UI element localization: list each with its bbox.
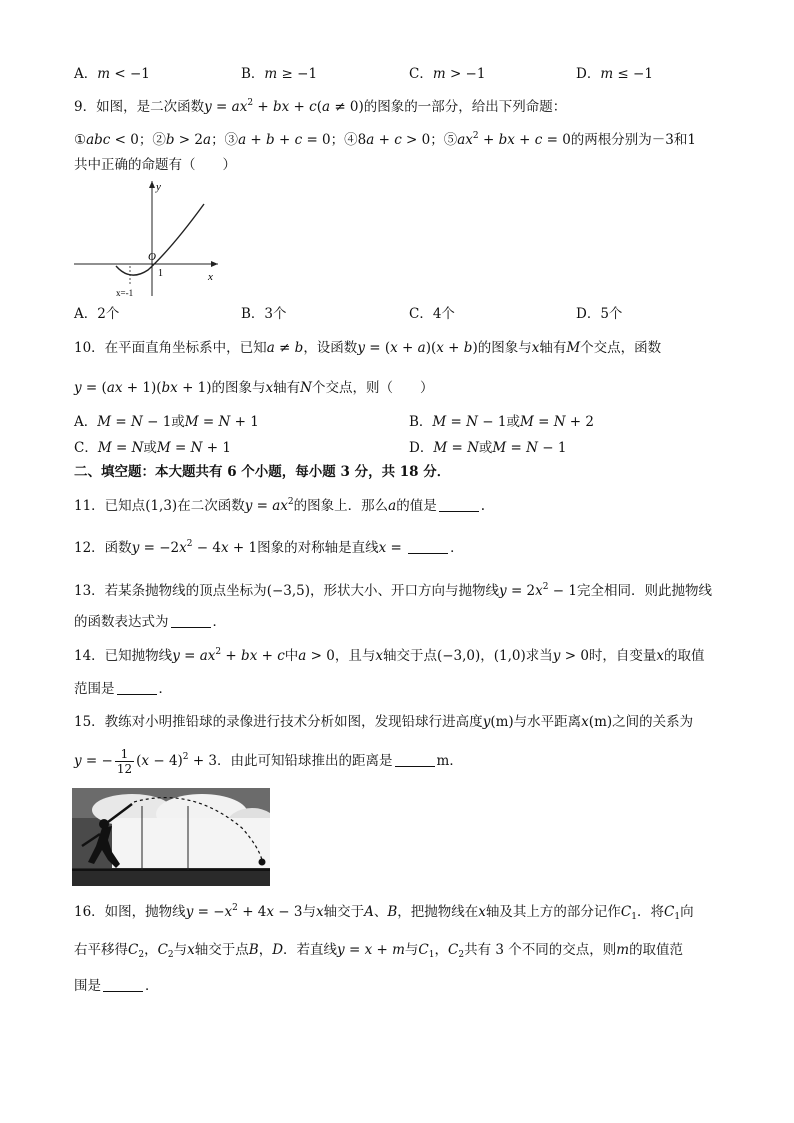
q12: 12．函数$y = -2x^2 - 4x + 1$图象的对称轴是直线x = ． xyxy=(74,539,464,556)
q9-propositions: ①abc < 0；②b > 2a；③a + b + c = 0；④8a + c > 0；$⑤ax^2$ + bx + c = 0的两根分别为－3和1 xyxy=(74,131,696,148)
q16-line3: 围是 ． xyxy=(74,978,159,994)
q10-option-a: A．M = N − 1或M = N + 1 xyxy=(74,414,259,430)
q8-option-d: D．m ≤ −1 xyxy=(576,66,653,82)
shot-put-illustration xyxy=(72,788,270,886)
q9-option-b: B．3个 xyxy=(241,306,287,322)
q9-question: 共中正确的命题有（ ） xyxy=(74,157,236,173)
q16-line2: 右平移得$C_2$，$C_2$与x轴交于点B，D．若直线y = x + m与$C_1$，$C_2$共有 3 个不同的交点，则m的取值范 xyxy=(74,942,684,960)
q15-line1: 15．教练对小明推铅球的录像进行技术分析如图，发现铅球行进高度y(m)与水平距离x(m)之间的关系为 xyxy=(74,714,694,730)
q14-line2: 范围是 ． xyxy=(74,681,172,697)
q9-option-a: A．2个 xyxy=(74,306,120,322)
y-axis-label: y xyxy=(156,181,161,193)
q10-stem-line1: 10．在平面直角坐标系中，已知a ≠ b，设函数y = (x + a)(x + b)的图象与x轴有M个交点，函数 xyxy=(74,340,662,356)
q9-parabola-graph xyxy=(72,178,222,300)
q9-stem: 9．如图，是二次函数$y = ax^2$ + bx + c(a ≠ 0)的图象的一部分，给出下列命题： xyxy=(74,98,567,115)
q13-line2: 的函数表达式为 ． xyxy=(74,614,226,630)
q9-option-c: C．4个 xyxy=(409,306,455,322)
section-2-heading: 二、填空题：本大题共有 6 个小题，每小题 3 分，共 18 分． xyxy=(74,464,451,480)
origin-label: O xyxy=(148,251,156,263)
q8-option-a: A．m < −1 xyxy=(74,66,150,82)
q12-answer-blank[interactable] xyxy=(408,539,448,554)
q10-option-d: D．M = N或M = N − 1 xyxy=(409,440,567,456)
q8-option-c: C．m > −1 xyxy=(409,66,486,82)
q10-stem-line2: y = (ax + 1)(bx + 1)的图象与x轴有N个交点，则（ ） xyxy=(74,380,434,396)
q13-line1: 13．若某条抛物线的顶点坐标为(−3,5)，形状大小、开口方向与抛物线$y = 2x^2 - 1$完全相同．则此抛物线 xyxy=(74,582,712,599)
q11-answer-blank[interactable] xyxy=(439,497,479,512)
q10-option-b: B．M = N − 1或M = N + 2 xyxy=(409,414,594,430)
q15-answer-blank[interactable] xyxy=(395,752,435,767)
q14-line1: 14．已知抛物线$y = ax^2$ + bx + c中a > 0，且与x轴交于点(−3,0)，(1,0)求当y > 0时，自变量x的取值 xyxy=(74,647,705,664)
x-axis-label: x xyxy=(208,271,213,283)
symmetry-label: x=-1 xyxy=(116,288,134,298)
q13-answer-blank[interactable] xyxy=(171,613,211,628)
q11: 11．已知点(1,3)在二次函数$y = ax^2$的图象上．那么a的值是 . xyxy=(74,497,486,514)
q16-line1: 16．如图，抛物线$y = -x^2 + 4x - 3$与x轴交于A、B，把抛物线在x轴及其上方的部分记作$C_1$．将$C_1$向 xyxy=(74,903,694,922)
q10-option-c: C．M = N或M = N + 1 xyxy=(74,440,231,456)
q16-answer-blank[interactable] xyxy=(103,977,143,992)
q15-line2: y = − $\frac{1}{12}$ $(x - 4)^2 + 3$．由此可知铅球推出的距离是 m． xyxy=(74,747,463,776)
q9-option-d: D．5个 xyxy=(576,306,623,322)
q14-answer-blank[interactable] xyxy=(117,680,157,695)
q8-option-b: B．m ≥ −1 xyxy=(241,66,318,82)
one-label: 1 xyxy=(158,268,163,279)
